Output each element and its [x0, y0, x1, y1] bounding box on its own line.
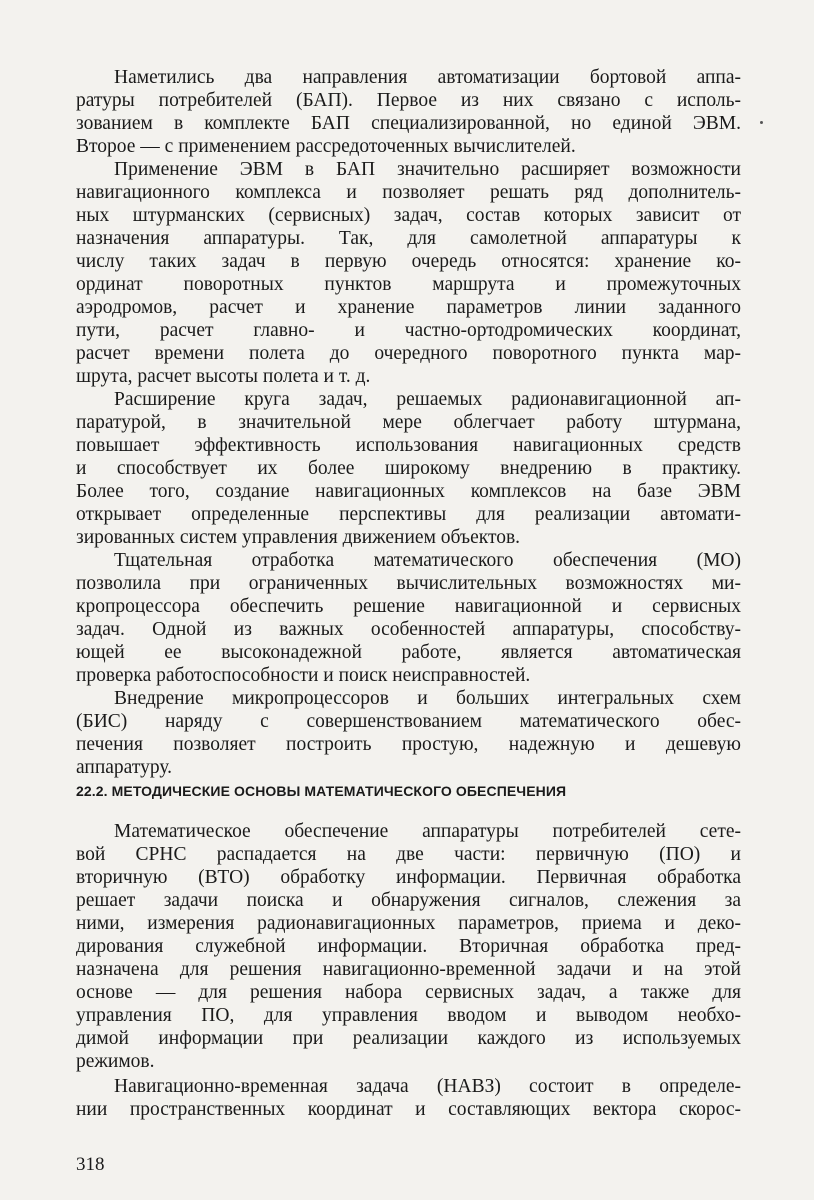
text-line: расчет времени полета до очередного поворотного пункта мар-	[76, 342, 741, 364]
text-line: повышает эффективность использования навигационных средств	[76, 434, 741, 456]
text-line: Второе — с применением рассредоточенных вычислителей.	[76, 135, 576, 157]
text-line: назначена для решения навигационно-временной задачи и на этой	[76, 958, 741, 980]
text-line: Наметились два направления автоматизации бортовой аппа-	[114, 67, 741, 88]
text-line: ратуры потребителей (БАП). Первое из них связано с исполь-	[76, 89, 741, 111]
text-line: открывает определенные перспективы для реализации автомати-	[76, 503, 741, 525]
text-line: решает задачи поиска и обнаружения сигналов, слежения за	[76, 889, 741, 911]
text-line: Более того, создание навигационных комплексов на базе ЭВМ	[76, 480, 741, 502]
text-line: зированных систем управления движением объектов.	[76, 526, 521, 548]
text-line: позволила при ограниченных вычислительных возможностях ми-	[76, 572, 741, 594]
text-line: аппаратуру.	[76, 756, 173, 778]
text-line: основе — для решения набора сервисных задач, а также для	[76, 981, 741, 1003]
text-line: аэродромов, расчет и хранение параметров линии заданного	[76, 296, 741, 318]
text-line: шрута, расчет высоты полета и т. д.	[76, 365, 371, 387]
text-line: паратурой, в значительной мере облегчает работу штурмана,	[76, 411, 741, 433]
text-line: Математическое обеспечение аппаратуры потребителей сете-	[114, 821, 741, 842]
text-line: управления ПО, для управления вводом и выводом необхо-	[76, 1004, 741, 1026]
text-line: нии пространственных координат и составляющих вектора скорос-	[76, 1098, 741, 1120]
section-heading: 22.2. МЕТОДИЧЕСКИЕ ОСНОВЫ МАТЕМАТИЧЕСКОГО ОБЕСПЕЧЕНИЯ	[76, 783, 567, 799]
text-line: димой информации при реализации каждого из используемых	[76, 1027, 741, 1049]
text-line: Тщательная отработка математического обеспечения (МО)	[114, 550, 741, 571]
text-line: Навигационно-временная задача (НАВЗ) состоит в определе-	[114, 1076, 741, 1097]
text-line: ющей ее высоконадежной работе, является автоматическая	[76, 641, 741, 663]
print-speck	[760, 121, 763, 124]
text-line: пути, расчет главно- и частно-ортодромических координат,	[76, 319, 741, 341]
text-line: Внедрение микропроцессоров и больших интегральных схем	[114, 688, 741, 709]
text-line: вой СРНС распадается на две части: первичную (ПО) и	[76, 843, 741, 865]
text-line: кропроцессора обеспечить решение навигационной и сервисных	[76, 595, 741, 617]
text-line: задач. Одной из важных особенностей аппаратуры, способству-	[76, 618, 741, 640]
text-line: печения позволяет построить простую, надежную и дешевую	[76, 733, 741, 755]
text-line: ных штурманских (сервисных) задач, состав которых зависит от	[76, 204, 741, 226]
text-line: ними, измерения радионавигационных параметров, приема и деко-	[76, 912, 741, 934]
text-line: Применение ЭВМ в БАП значительно расширяет возможности	[114, 159, 741, 180]
text-line: числу таких задач в первую очередь относятся: хранение ко-	[76, 250, 741, 272]
text-line: навигационного комплекса и позволяет решать ряд дополнитель-	[76, 181, 741, 203]
text-line: режимов.	[76, 1050, 155, 1072]
text-line: Расширение круга задач, решаемых радионавигационной ап-	[114, 389, 741, 410]
text-line: вторичную (ВТО) обработку информации. Первичная обработка	[76, 866, 741, 888]
text-line: дирования служебной информации. Вторичная обработка пред-	[76, 935, 741, 957]
text-line: и способствует их более широкому внедрению в практику.	[76, 457, 741, 479]
text-line: зованием в комплекте БАП специализированной, но единой ЭВМ.	[76, 112, 741, 134]
text-line: ординат поворотных пунктов маршрута и промежуточных	[76, 273, 741, 295]
page-number: 318	[76, 1154, 105, 1175]
text-line: назначения аппаратуры. Так, для самолетной аппаратуры к	[76, 227, 741, 249]
text-line: (БИС) наряду с совершенствованием математического обес-	[76, 710, 741, 732]
text-line: проверка работоспособности и поиск неисправностей.	[76, 664, 531, 686]
